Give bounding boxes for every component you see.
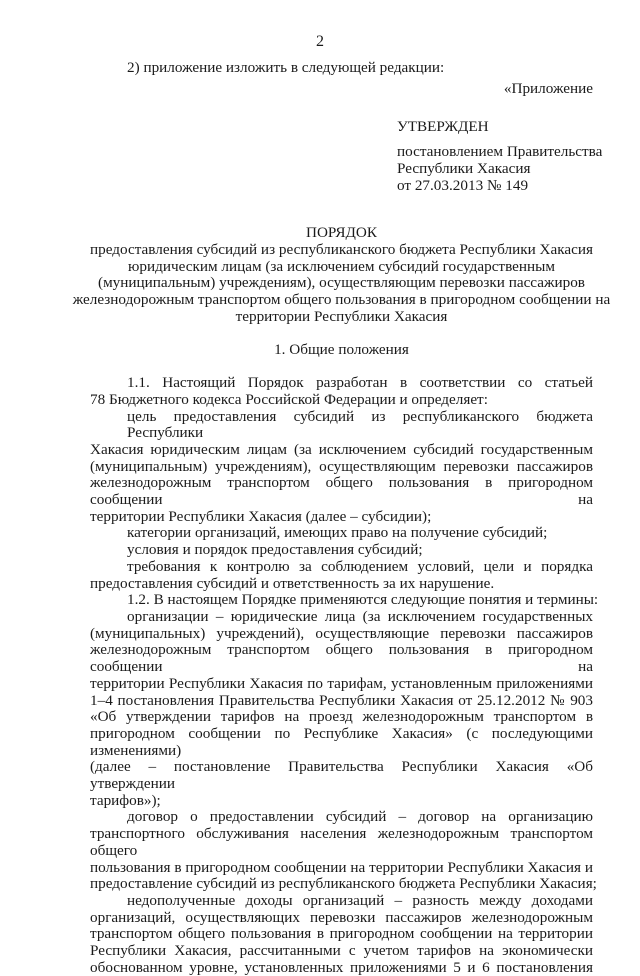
document-body <box>72 59 611 976</box>
intro-text: приложение изложить в следующей редакции: <box>143 59 445 76</box>
approval-line: от 27.03.2013 № 149 <box>397 176 529 194</box>
body-line: предоставление субсидий из республиканского бюджета Республики Хакасия; <box>90 875 597 893</box>
appendix-open: «Приложение <box>503 79 593 97</box>
section-number: 1. <box>274 341 286 359</box>
intro-marker: 2) <box>127 59 140 76</box>
approval-heading: УТВЕРЖДЕН <box>397 118 489 136</box>
document-title-block <box>72 224 611 325</box>
body-line: организации – юридические лица (за исключением государственных <box>127 607 593 625</box>
body-line: транспортом общего пользования в пригородном сообщении на территории <box>90 925 593 943</box>
body-line: (далее – постановление Правительства Республики Хакасия «Об утверждении <box>90 758 593 793</box>
body-line: «Об утверждении тарифов на проезд железнодорожным транспортом в <box>90 708 593 726</box>
body-line: тарифов»); <box>90 791 161 809</box>
approval-line: постановлением Правительства <box>397 143 603 161</box>
body-line: пригородном сообщении по Республике Хакасия» (с последующими изменениями) <box>90 724 593 759</box>
body-line: Хакасия юридическим лицам (за исключением субсидий государственным <box>90 440 593 458</box>
body-line: территории Республики Хакасия (далее – субсидии); <box>90 507 432 525</box>
body-line: категории организаций, имеющих право на получение субсидий; <box>127 524 548 542</box>
body-line: организаций, осуществляющих перевозки пассажиров железнодорожным <box>90 908 593 926</box>
body-line: 1–4 постановления Правительства Республики Хакасия от 25.12.2012 № 903 <box>90 691 593 709</box>
body-line: (муниципальных) учреждений), осуществляющие перевозки пассажиров <box>90 624 593 642</box>
body-line: (муниципальным) учреждениям), осуществляющим перевозки пассажиров <box>90 457 593 475</box>
intro-line <box>90 60 593 77</box>
body-line: 1.1. Настоящий Порядок разработан в соответствии со статьей <box>127 374 593 392</box>
subtitle-line: предоставления субсидий из республиканского бюджета Республики Хакасия <box>90 240 593 258</box>
body-line: железнодорожным транспортом общего пользования в пригородном сообщении на <box>90 641 593 676</box>
body-line: транспортного обслуживания населения железнодорожным транспортом общего <box>90 825 593 859</box>
body-line: 1.2. В настоящем Порядке применяются следующие понятия и термины: <box>127 591 599 609</box>
body-line: цель предоставления субсидий из республиканского бюджета Республики <box>127 407 593 442</box>
body-line: условия и порядок предоставления субсидий; <box>127 541 423 559</box>
section-title: Общие положения <box>289 341 409 359</box>
body-line: обоснованном уровне, установленных приложениями 5 и 6 постановления <box>90 958 593 976</box>
section-heading <box>90 342 593 359</box>
body-line: железнодорожным транспортом общего пользования в пригородном сообщении на <box>90 474 593 509</box>
body-line: территории Республики Хакасия по тарифам, установленным приложениями <box>90 674 593 692</box>
page-number: 2 <box>316 33 324 50</box>
subtitle-line: железнодорожным транспортом общего пользования в пригородном сообщении на <box>72 291 611 309</box>
body-text <box>90 374 599 976</box>
approval-stamp <box>397 118 603 194</box>
document-title: ПОРЯДОК <box>305 224 377 242</box>
subtitle-line: территории Республики Хакасия <box>235 307 448 325</box>
body-line: договор о предоставлении субсидий – договор на организацию <box>127 808 593 826</box>
body-line: пользования в пригородном сообщении на территории Республики Хакасия и <box>90 858 593 876</box>
body-line: требования к контролю за соблюдением условий, цели и порядка <box>127 557 593 575</box>
body-line: недополученные доходы организаций – разность между доходами <box>127 891 593 909</box>
subtitle-line: (муниципальным) учреждениям), осуществляющим перевозки пассажиров <box>98 274 585 292</box>
body-line: Республики Хакасия, рассчитанными с учетом тарифов на экономически <box>90 942 593 960</box>
subtitle-line: юридическим лицам (за исключением субсидий государственным <box>128 257 555 275</box>
body-line: 78 Бюджетного кодекса Российской Федерации и определяет: <box>90 390 488 408</box>
approval-line: Республики Хакасия <box>397 159 531 177</box>
body-line: предоставления субсидий и ответственность за их нарушение. <box>90 574 495 592</box>
